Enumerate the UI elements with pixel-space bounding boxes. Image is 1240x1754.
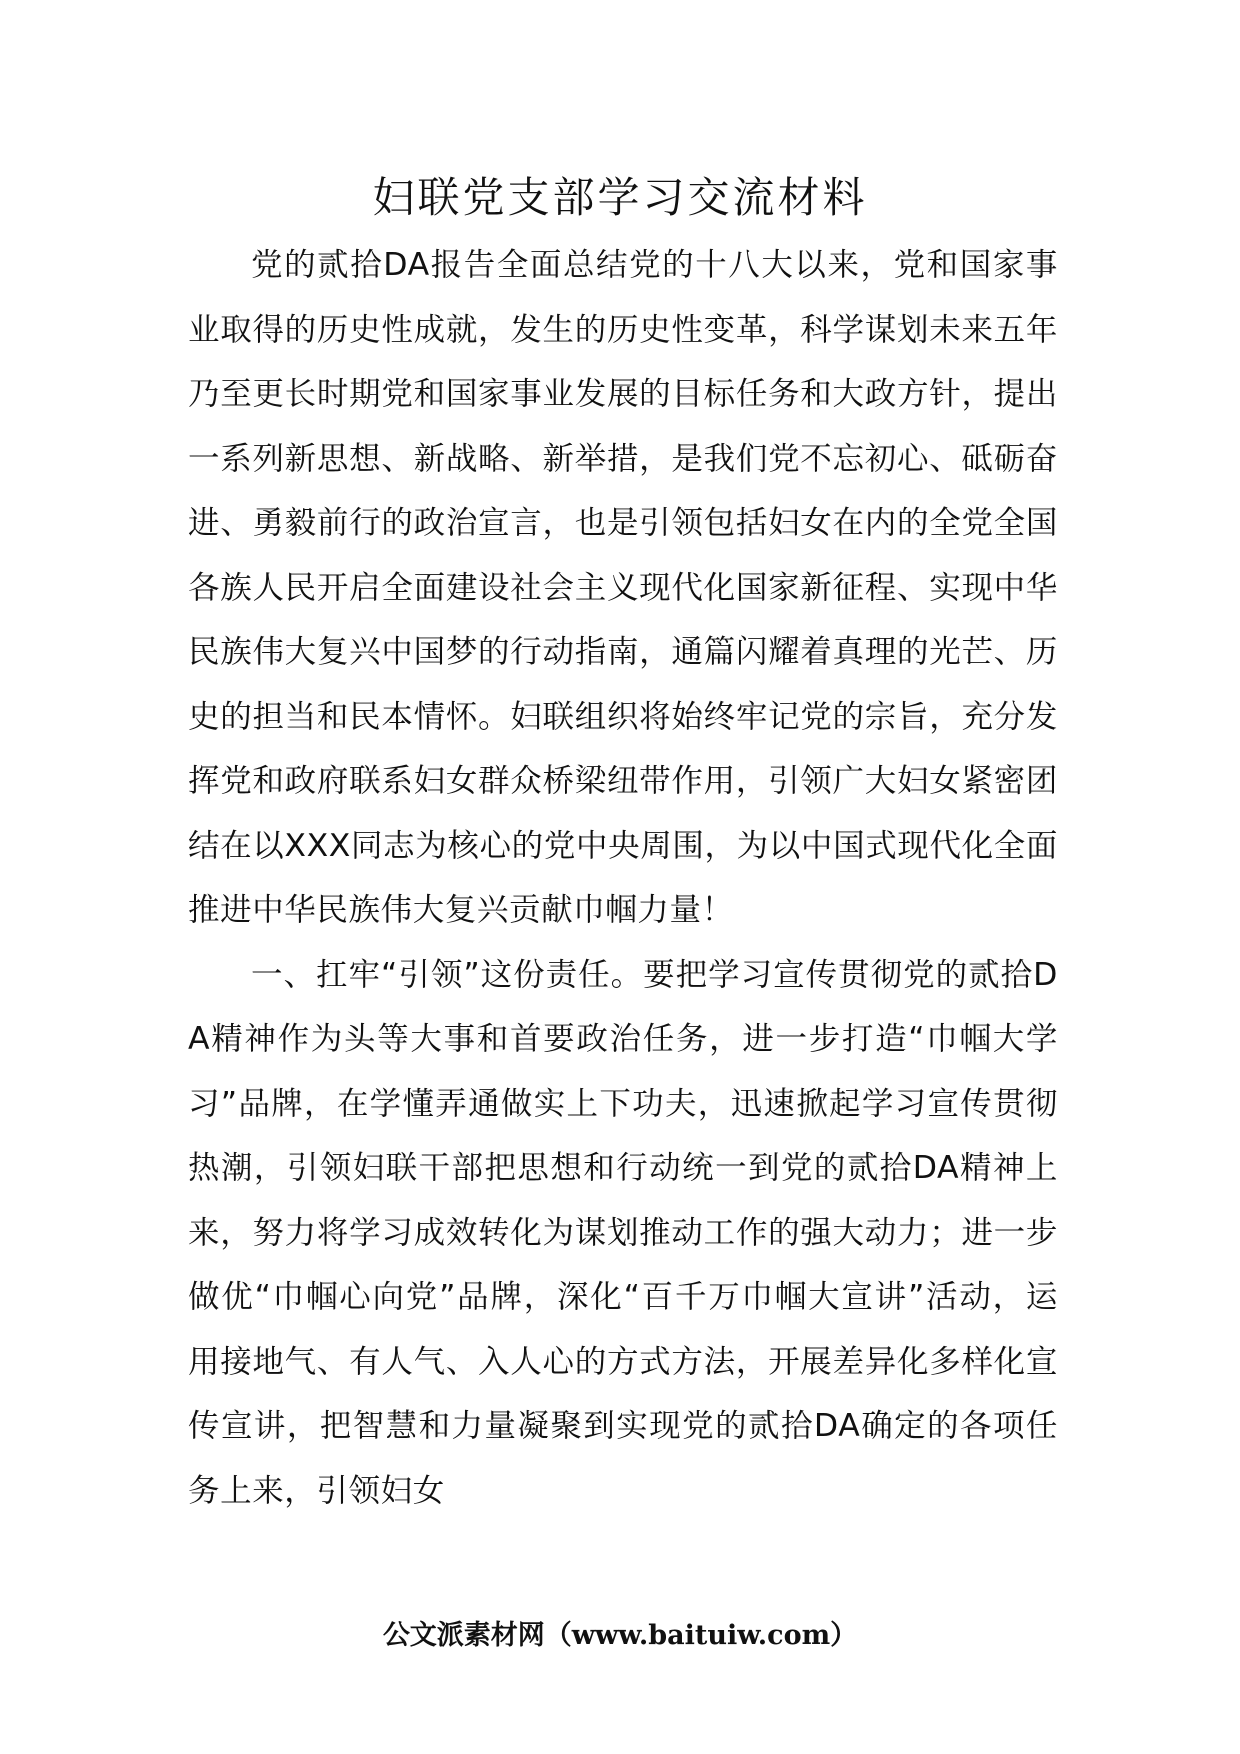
paragraph-section-one: 一、扛牢“引领”这份责任。要把学习宣传贯彻党的贰拾DA精神作为头等大事和首要政治任务，进一步打造“巾帼大学习”品牌，在学懂弄通做实上下功夫，迅速掀起学习宣传贯彻热潮，引领妇联干部把思想和行动统一到党的贰拾DA精神上来，努力将学习成效转化为谋划推动工作的强大动力；进一步做优“巾帼心向党”品牌，深化“百千万巾帼大宣讲”活动，运用接地气、有人气、入人心的方式方法，开展差异化多样化宣传宣讲，把智慧和力量凝聚到实现党的贰拾DA确定的各项任务上来，引领妇女 <box>188 956 1058 1509</box>
paragraph-intro: 党的贰拾DA报告全面总结党的十八大以来，党和国家事业取得的历史性成就，发生的历史性变革，科学谋划未来五年乃至更长时期党和国家事业发展的目标任务和大政方针，提出一系列新思想、新战略、新举措，是我们党不忘初心、砥砺奋进、勇毅前行的政治宣言，也是引领包括妇女在内的全党全国各族人民开启全面建设社会主义现代化国家新征程、实现中华民族伟大复兴中国梦的行动指南，通篇闪耀着真理的光芒、历史的担当和民本情怀。妇联组织将始终牢记党的宗旨，充分发挥党和政府联系妇女群众桥梁纽带作用，引领广大妇女紧密团结在以XXX同志为核心的党中央周围，为以中国式现代化全面推进中华民族伟大复兴贡献巾帼力量！ <box>188 247 1058 928</box>
document-body <box>188 233 1058 1523</box>
document-title: 妇联党支部学习交流材料 <box>372 173 868 222</box>
source-watermark: 公文派素材网（www.baituiw.com） <box>382 1620 858 1651</box>
